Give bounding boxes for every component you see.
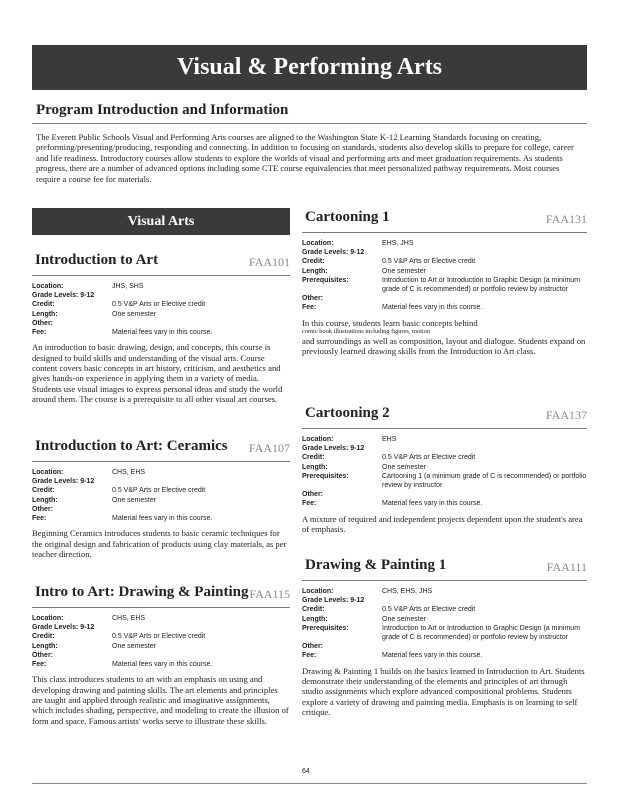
- page-number: 64: [302, 768, 310, 775]
- course-intro-to-art-ceramics: [32, 438, 290, 559]
- course-description: Beginning Ceramics introduces students to basic ceramic techniques for the original design and fabrication of products using clay materials, as per teacher direction.: [32, 528, 287, 560]
- course-title: Cartooning 1: [305, 209, 390, 225]
- course-description: An introduction to basic drawing, design, and concepts, this course is designed to build skills and understanding of the visual arts. Course content covers basic concepts in art history, criticism, and aesthetics and gives hands-on experience in applying them in a variety of media. Students use visual images to express personal ideas and study the world around them. The course is a prerequisite to all other visual art courses.: [32, 342, 283, 405]
- footer-rule: [32, 783, 587, 784]
- course-meta: Location: CHS, EHS, JHS Grade Levels: 9-12 Credit: 0.5 V&P Arts or Elective credit Length: One semester Prerequisites: Introduction to Art or Introduction to Graphic Design (a minimum grade of C is recommended) or portfolio review by instructor Other: Fee: Material fees vary in this course.: [302, 588, 581, 660]
- course-drawing-painting-1: [302, 557, 587, 718]
- course-meta: Location: CHS, EHS Grade Levels: 9-12 Credit: 0.5 V&P Arts or Elective credit Length: One semester Other: Fee: Material fees vary in this course.: [32, 469, 213, 523]
- course-code: FAA101: [248, 255, 290, 269]
- course-description: This class introduces students to art with an emphasis on using and developing drawing and painting skills. The art elements and principles are taught and applied through realistic and imaginative assignments, which includes shading, perspective, and modeling to create the illusion of form and space. Famous artists' works serve to illustrate these skills.: [32, 674, 289, 726]
- visual-arts-section-bar: Visual Arts: [32, 208, 290, 235]
- course-code: FAA137: [545, 408, 587, 422]
- course-intro-to-art: [32, 252, 290, 405]
- course-code: FAA107: [248, 441, 290, 455]
- course-code: FAA131: [545, 212, 587, 226]
- course-meta: Location: CHS, EHS Grade Levels: 9-12 Credit: 0.5 V&P Arts or Elective credit Length: One semester Other: Fee: Material fees vary in this course.: [32, 615, 213, 669]
- course-title: Cartooning 2: [305, 405, 390, 421]
- course-meta: Location: EHS, JHS Grade Levels: 9-12 Credit: 0.5 V&P Arts or Elective credit Length: One semester Prerequisites: Introduction to Art or Introduction to Graphic Design (a minimum grade of C is recommended) or portfolio review by instructor Other: Fee: Material fees vary in this course.: [302, 240, 581, 312]
- course-description: A mixture of required and independent projects dependent upon the student's area of emphasis.: [302, 513, 583, 535]
- course-title: Introduction to Art: [35, 252, 159, 268]
- program-intro-text: The Everett Public Schools Visual and Performing Arts courses are aligned to the Washington State K-12 Learning Standards focusing on creating, preforming/presenting/producing, responding and connecting. In addition to focusing on standards, students also develop skills to prepare for college, career and life readiness. Introductory courses allow students to explore the worlds of visual and performing arts and meet graduation requirements. As students progress, there are a number of advanced options including some CTE course equivalencies that meet personalized pathway requirements. Most courses require a course fee for materials.: [36, 132, 574, 184]
- page-banner: Visual & Performing Arts: [32, 45, 587, 90]
- course-cartooning-2: [302, 405, 587, 534]
- course-code: FAA111: [546, 560, 587, 574]
- course-title: Introduction to Art: Ceramics: [35, 438, 228, 454]
- course-title: Drawing & Painting 1: [305, 557, 447, 573]
- course-meta: Location: JHS, SHS Grade Levels: 9-12 Credit: 0.5 V&P Arts or Elective credit Length: One semester Other: Fee: Material fees vary in this course.: [32, 283, 213, 337]
- program-intro-heading: Program Introduction and Information: [36, 102, 289, 118]
- course-description: In this course, students learn basic concepts behind comic book illustrations including figures, motion and surroundings as well as composition, layout and dialogue. Students expand on previously learned drawing skills from the Introduction to Art class.: [302, 317, 586, 357]
- course-cartooning-1: [302, 209, 587, 357]
- course-description: Drawing & Painting 1 builds on the basics learned in Introduction to Art. Students demonstrate their understanding of the elements and principles of art through studio assignments which explore advanced compositional problems. Students explore a variety of drawing and painting media. Emphasis is on learning to self critique.: [302, 665, 585, 718]
- course-intro-to-art-drawing-painting: [32, 584, 290, 726]
- course-title: Intro to Art: Drawing & Painting: [35, 584, 249, 600]
- intro-rule: [32, 123, 587, 124]
- course-code: FAA115: [249, 587, 290, 601]
- course-meta: Location: EHS Grade Levels: 9-12 Credit: 0.5 V&P Arts or Elective credit Length: One semester Prerequisites: Cartooning 1 (a minimum grade of C is recommended) or portfolio review by instructor Other: Fee: Material fees vary in this course.: [302, 436, 587, 508]
